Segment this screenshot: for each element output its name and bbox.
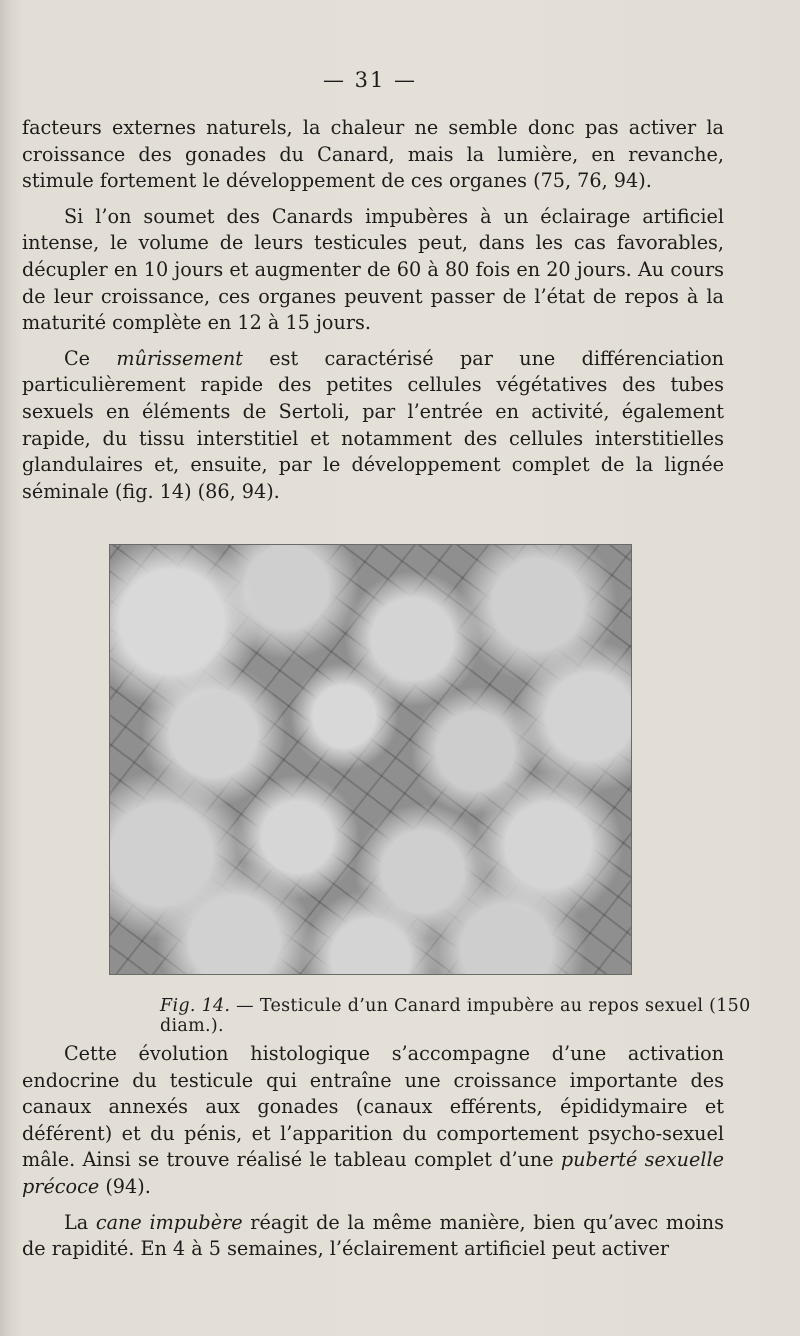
text-run: (94). [99, 1174, 151, 1198]
text-run: Ce [64, 346, 117, 370]
text-run: est caractérisé par une différenciation particulièrement rapide des petites cellules végétatives des tubes sexuels en éléments de Sertoli, par l’entrée en activité, également rapide, du tissu interstitiel et notamment des cellules interstitielles glandulaires et, ensuite, par le développement complet de la lignée séminale (fig. 14) (86, 94). [22, 346, 724, 503]
micrograph-figure [109, 544, 632, 975]
figure-label: Fig. 14. [160, 996, 231, 1016]
paragraph: Si l’on soumet des Canards impubères à un éclairage artificiel intense, le volume de leurs testicules peut, dans les cas favorables, décupler en 10 jours et augmenter de 60 à 80 fois en 20 jours. Au cours de leur croissance, ces organes peuvent passer de l’état de repos à la maturité complète en 12 à 15 jours. [22, 204, 724, 335]
paragraph [22, 1210, 724, 1263]
emphasis-text: puberté sexuelle précoce [22, 1148, 724, 1198]
figure-caption [160, 996, 760, 1036]
text-run: réagit de la même manière, bien qu’avec moins de rapidité. En 4 à 5 semaines, l’éclairement artificiel peut activer [22, 1210, 724, 1261]
emphasis-text: cane impubère [95, 1210, 243, 1234]
page-number: — 31 — [322, 68, 418, 92]
paragraph: facteurs externes naturels, la chaleur ne semble donc pas activer la croissance des gonades du Canard, mais la lumière, en revanche, stimule fortement le développement de ces organes (75, 76, 94). [22, 116, 724, 193]
paragraph [22, 346, 724, 506]
text-run: La [64, 1210, 96, 1234]
paragraph [22, 1041, 724, 1201]
text-block-bottom [22, 1041, 724, 1263]
text-run: Cette évolution histologique s’accompagne d’une activation endocrine du testicule qui entraîne une croissance importante des canaux annexés aux gonades (canaux efférents, épididymaire et déférent) et du pénis, et l’apparition du comportement psycho-sexuel mâle. Ainsi se trouve réalisé le tableau complet d’une [22, 1042, 724, 1172]
emphasis-text: mûrissement [116, 346, 243, 370]
caption-text: — Testicule d’un Canard impubère au repos sexuel (150 diam.). [160, 996, 751, 1036]
text-block-top [22, 115, 724, 505]
